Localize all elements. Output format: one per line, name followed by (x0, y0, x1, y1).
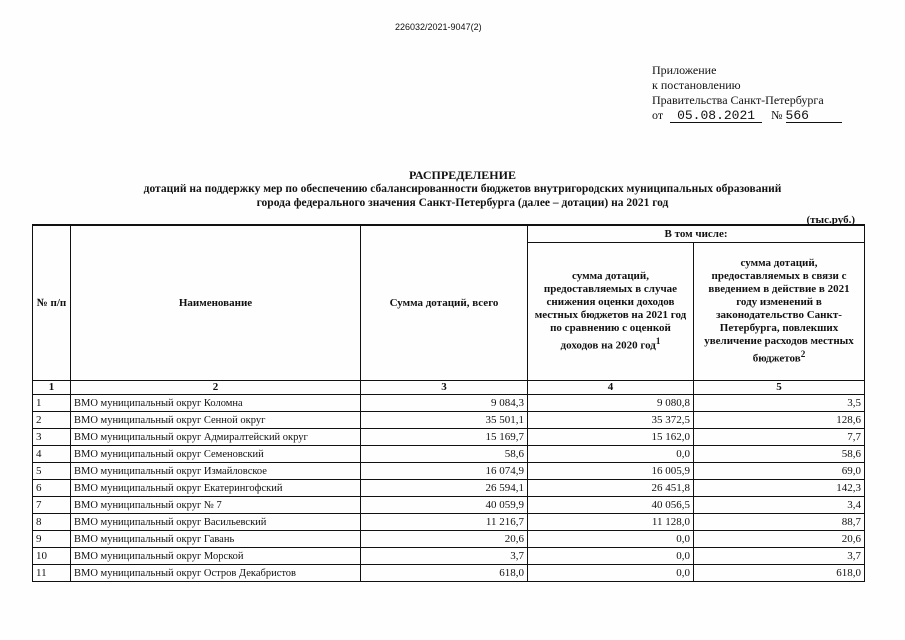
row-total: 20,6 (361, 531, 528, 548)
row-name: ВМО муниципальный округ Екатерингофский (71, 480, 361, 497)
table-row (33, 463, 865, 480)
row-name: ВМО муниципальный округ Остров Декабристов (71, 565, 361, 582)
row-col5: 142,3 (694, 480, 865, 497)
row-col5: 128,6 (694, 412, 865, 429)
row-col5: 58,6 (694, 446, 865, 463)
appendix-header (652, 63, 842, 123)
units-label: (тыс.руб.) (806, 214, 855, 226)
row-col5: 618,0 (694, 565, 865, 582)
appendix-date-line (652, 108, 842, 123)
row-total: 40 059,9 (361, 497, 528, 514)
row-col4: 0,0 (528, 446, 694, 463)
row-number: 11 (33, 565, 71, 582)
col-index: 5 (694, 381, 865, 395)
row-name: ВМО муниципальный округ Измайловское (71, 463, 361, 480)
row-number: 7 (33, 497, 71, 514)
row-col4: 15 162,0 (528, 429, 694, 446)
row-name: ВМО муниципальный округ Коломна (71, 395, 361, 412)
row-number: 1 (33, 395, 71, 412)
row-col4: 0,0 (528, 548, 694, 565)
row-name: ВМО муниципальный округ Морской (71, 548, 361, 565)
row-number: 6 (33, 480, 71, 497)
table-row (33, 412, 865, 429)
table-row (33, 395, 865, 412)
col-index: 2 (71, 381, 361, 395)
row-total: 11 216,7 (361, 514, 528, 531)
table-row (33, 565, 865, 582)
row-col4: 11 128,0 (528, 514, 694, 531)
document-title (60, 168, 865, 210)
row-col4: 9 080,8 (528, 395, 694, 412)
appendix-line-3: Правительства Санкт-Петербурга (652, 93, 824, 107)
table-row (33, 480, 865, 497)
header-col5 (694, 243, 865, 381)
header-col4-text: сумма дотаций, предоставляемых в случае снижения оценки доходов местных бюджетов на 2021 год по сравнению с оценкой доходов на 2020 год (534, 270, 687, 352)
col-index: 1 (33, 381, 71, 395)
appendix-line-1: Приложение (652, 63, 717, 77)
row-number: 3 (33, 429, 71, 446)
row-number: 5 (33, 463, 71, 480)
decree-date: 05.08.2021 (670, 109, 762, 123)
row-name: ВМО муниципальный округ № 7 (71, 497, 361, 514)
row-total: 26 594,1 (361, 480, 528, 497)
header-col5-footnote: 2 (800, 349, 806, 360)
row-col4: 35 372,5 (528, 412, 694, 429)
row-name: ВМО муниципальный округ Васильевский (71, 514, 361, 531)
row-total: 35 501,1 (361, 412, 528, 429)
row-number: 4 (33, 446, 71, 463)
row-col5: 69,0 (694, 463, 865, 480)
document-id: 226032/2021-9047(2) (395, 22, 482, 32)
header-col5-text: сумма дотаций, предоставляемых в связи с введением в действие в 2021 году изменений в законодательство Санкт-Петербурга, повлекших увеличение расходов местных бюджетов (704, 257, 854, 365)
header-col4 (528, 243, 694, 381)
table-row (33, 497, 865, 514)
title-main: РАСПРЕДЕЛЕНИЕ (409, 168, 516, 182)
table-row (33, 429, 865, 446)
header-col4-footnote: 1 (655, 336, 661, 347)
header-total: Сумма дотаций, всего (361, 225, 528, 381)
row-name: ВМО муниципальный округ Гавань (71, 531, 361, 548)
row-col5: 88,7 (694, 514, 865, 531)
row-col4: 0,0 (528, 531, 694, 548)
row-number: 9 (33, 531, 71, 548)
row-col4: 0,0 (528, 565, 694, 582)
row-col4: 26 451,8 (528, 480, 694, 497)
col-index: 3 (361, 381, 528, 395)
number-label: № (771, 108, 783, 122)
row-col4: 16 005,9 (528, 463, 694, 480)
from-label: от (652, 108, 664, 122)
row-col5: 3,5 (694, 395, 865, 412)
header-name: Наименование (71, 225, 361, 381)
row-number: 8 (33, 514, 71, 531)
row-total: 16 074,9 (361, 463, 528, 480)
header-num: № п/п (33, 225, 71, 381)
row-col5: 3,4 (694, 497, 865, 514)
header-including: В том числе: (528, 225, 865, 243)
row-name: ВМО муниципальный округ Сенной округ (71, 412, 361, 429)
table-row (33, 531, 865, 548)
row-col4: 40 056,5 (528, 497, 694, 514)
column-index-row (33, 381, 865, 395)
title-line-3: города федерального значения Санкт-Петербурга (далее – дотации) на 2021 год (256, 197, 669, 209)
row-col5: 3,7 (694, 548, 865, 565)
col-index: 4 (528, 381, 694, 395)
row-col5: 7,7 (694, 429, 865, 446)
appendix-line-2: к постановлению (652, 78, 741, 92)
table-row (33, 446, 865, 463)
decree-number: 566 (786, 109, 842, 123)
table-row (33, 514, 865, 531)
table-row (33, 548, 865, 565)
row-total: 3,7 (361, 548, 528, 565)
row-total: 15 169,7 (361, 429, 528, 446)
distribution-table (32, 224, 865, 582)
row-name: ВМО муниципальный округ Семеновский (71, 446, 361, 463)
row-total: 618,0 (361, 565, 528, 582)
row-number: 10 (33, 548, 71, 565)
row-total: 9 084,3 (361, 395, 528, 412)
row-number: 2 (33, 412, 71, 429)
row-total: 58,6 (361, 446, 528, 463)
row-col5: 20,6 (694, 531, 865, 548)
row-name: ВМО муниципальный округ Адмиралтейский округ (71, 429, 361, 446)
title-line-2: дотаций на поддержку мер по обеспечению сбалансированности бюджетов внутригородских муниципальных образований (143, 183, 782, 195)
